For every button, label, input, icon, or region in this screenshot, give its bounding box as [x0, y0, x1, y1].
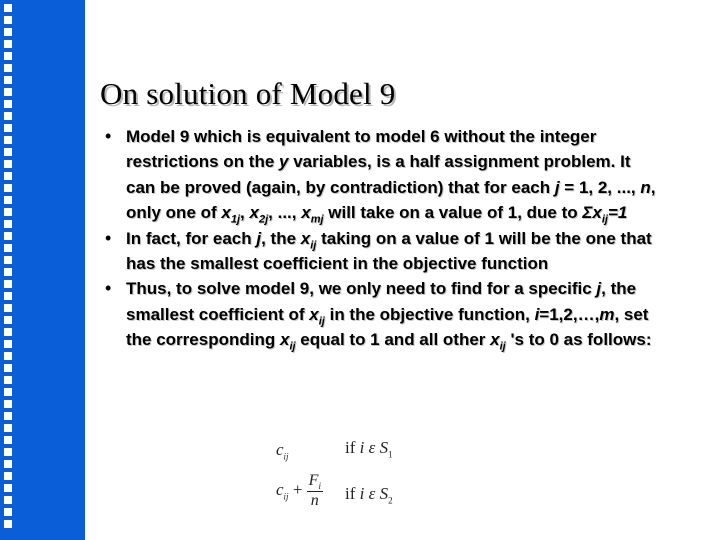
bullet-dot-icon: • — [105, 227, 112, 248]
equation-row-1: $c_{ij}$ — [276, 440, 289, 462]
decorative-square — [4, 52, 12, 60]
decorative-square — [4, 112, 12, 120]
bullet-dot-icon: • — [105, 278, 112, 299]
bullet-text-1: Model 9 which is equivalent to model 6 without the integer restrictions on the y variables, is a half assignment problem. It can be proved (again, by contradiction) that for each j = 1, 2, ..., n, only one of $x_{1j}$, $x_{2j}$, ..., $x_{mj}$ will take on a value of 1, due to $\Sigma x_{ij}=1$ — [126, 127, 656, 226]
decorative-square — [4, 520, 12, 528]
decorative-square — [4, 340, 12, 348]
decorative-square — [4, 40, 12, 48]
decorative-square — [4, 244, 12, 252]
bullet-item-3 — [103, 276, 663, 352]
decorative-square — [4, 88, 12, 96]
decorative-square — [4, 64, 12, 72]
decorative-square — [4, 28, 12, 36]
decorative-square — [4, 268, 12, 276]
bullet-text-2: In fact, for each j, the $x_{ij}$ taking on a value of 1 will be the one that has the smallest coefficient in the objective function — [126, 228, 652, 274]
decorative-square — [4, 508, 12, 516]
decorative-square — [4, 316, 12, 324]
bullet-item-2 — [103, 226, 663, 277]
decorative-square — [4, 400, 12, 408]
decorative-square — [4, 460, 12, 468]
slide-title: On solution of Model 9 — [100, 76, 396, 111]
decorative-square — [4, 136, 12, 144]
decorative-square — [4, 124, 12, 132]
fraction-F-over-n: $\frac{F_i}{n}$ — [308, 472, 321, 510]
decorative-square — [4, 472, 12, 480]
decorative-squares — [4, 4, 24, 532]
decorative-square — [4, 352, 12, 360]
equation-row-2-condition: if i ε $S_2$ — [345, 484, 393, 506]
decorative-square — [4, 196, 12, 204]
decorative-square — [4, 448, 12, 456]
decorative-square — [4, 208, 12, 216]
side-band — [0, 0, 85, 540]
decorative-square — [4, 496, 12, 504]
decorative-square — [4, 364, 12, 372]
decorative-square — [4, 232, 12, 240]
bullet-dot-icon: • — [105, 126, 112, 146]
bullet-list — [103, 124, 663, 353]
decorative-square — [4, 424, 12, 432]
decorative-square — [4, 16, 12, 24]
decorative-square — [4, 220, 12, 228]
decorative-square — [4, 484, 12, 492]
decorative-square — [4, 100, 12, 108]
decorative-square — [4, 172, 12, 180]
decorative-square — [4, 376, 12, 384]
decorative-square — [4, 412, 12, 420]
decorative-square — [4, 148, 12, 156]
decorative-square — [4, 160, 12, 168]
decorative-square — [4, 184, 12, 192]
bullet-item-1 — [103, 124, 663, 226]
bullet-text-3: Thus, to solve model 9, we only need to find for a specific j, the smallest coefficient of $x_{ij}$ in the objective function, i=1,2,…,m, set the corresponding $x_{ij}$ equal to 1 and all other $x_{ij}$ 's to 0 as follows: — [126, 279, 652, 353]
decorative-square — [4, 304, 12, 312]
equation-row-2: $c_{ij}$ + $\frac{F_i}{n}$ — [276, 472, 321, 510]
decorative-square — [4, 76, 12, 84]
decorative-square — [4, 388, 12, 396]
decorative-square — [4, 328, 12, 336]
decorative-square — [4, 436, 12, 444]
decorative-square — [4, 4, 12, 12]
equation-row-1-condition: if i ε $S_1$ — [345, 438, 393, 460]
decorative-square — [4, 280, 12, 288]
decorative-square — [4, 256, 12, 264]
decorative-square — [4, 292, 12, 300]
